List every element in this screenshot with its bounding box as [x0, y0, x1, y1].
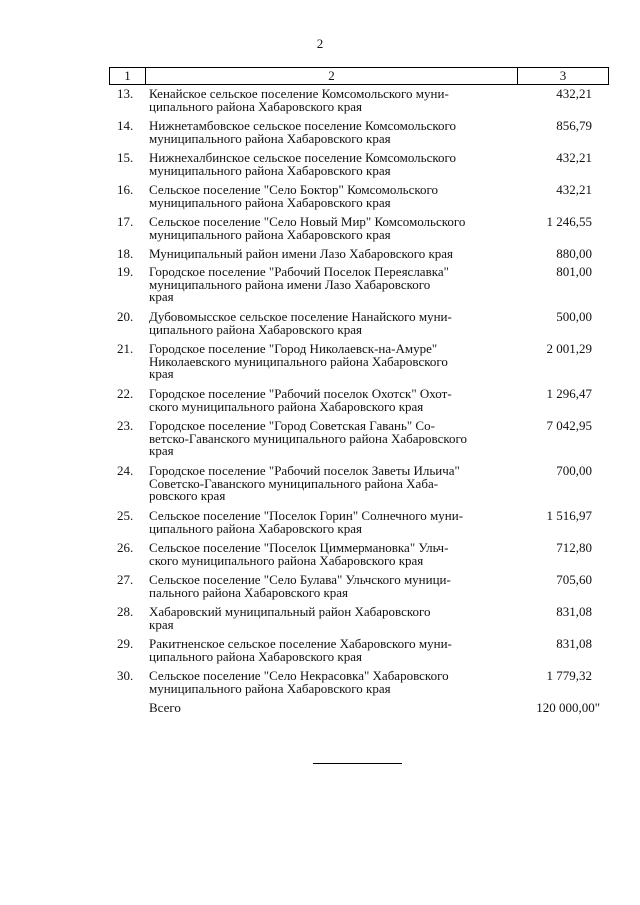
row-name: Муниципальный район имени Лазо Хабаровского края	[149, 246, 454, 261]
table-row	[109, 670, 609, 702]
table-row	[109, 266, 609, 311]
row-number: 17.	[117, 214, 134, 229]
row-value: 831,08	[556, 636, 592, 651]
row-value: 700,00	[556, 463, 592, 478]
row-value: 1 246,55	[546, 214, 592, 229]
row-name: Городское поселение "Рабочий поселок Охотск" Охот- ского муниципального района Хабаровского края	[149, 386, 452, 414]
row-number: 22.	[117, 386, 134, 401]
table-row	[109, 606, 609, 638]
row-value: 1 779,32	[546, 668, 592, 683]
table-header	[109, 67, 609, 85]
table-row	[109, 465, 609, 510]
row-number: 21.	[117, 341, 134, 356]
row-name: Городское поселение "Город Николаевск-на-Амуре" Николаевского муниципального района Хабаровского края	[149, 341, 448, 381]
row-value: 856,79	[556, 118, 592, 133]
row-name: Дубовомысское сельское поселение Нанайского муни- ципального района Хабаровского края	[149, 309, 452, 337]
table-row	[109, 152, 609, 184]
row-value: 831,08	[556, 604, 592, 619]
table-row	[109, 638, 609, 670]
total-label: Всего	[149, 700, 181, 715]
table-body	[109, 88, 609, 720]
row-value: 880,00	[556, 246, 592, 261]
total-value: 120 000,00"	[536, 700, 600, 715]
page-number: 2	[316, 36, 324, 51]
row-name: Кенайское сельское поселение Комсомольского муни- ципального района Хабаровского края	[149, 86, 449, 114]
row-name: Хабаровский муниципальный район Хабаровского края	[149, 604, 431, 632]
row-value: 1 296,47	[546, 386, 592, 401]
table-row	[109, 88, 609, 120]
row-name: Сельское поселение "Село Булава" Ульчского муници- пального района Хабаровского края	[149, 572, 451, 600]
table-row	[109, 510, 609, 542]
row-value: 2 001,29	[546, 341, 592, 356]
row-number: 18.	[117, 246, 134, 261]
table-row	[109, 574, 609, 606]
row-value: 1 516,97	[546, 508, 592, 523]
row-number: 26.	[117, 540, 134, 555]
row-name: Городское поселение "Город Советская Гавань" Со- ветско-Гаванского муниципального района Хабаровского края	[149, 418, 468, 458]
row-name: Сельское поселение "Село Боктор" Комсомольского муниципального района Хабаровского края	[149, 182, 439, 210]
row-number: 30.	[117, 668, 134, 683]
row-number: 16.	[117, 182, 134, 197]
row-name: Сельское поселение "Село Некрасовка" Хабаровского муниципального района Хабаровского края	[149, 668, 449, 696]
row-name: Городское поселение "Рабочий Поселок Переяславка" муниципального района имени Лазо Хабаровского края	[149, 264, 449, 304]
table-row	[109, 388, 609, 420]
row-number: 20.	[117, 309, 134, 324]
table-row	[109, 343, 609, 388]
row-number: 28.	[117, 604, 134, 619]
row-value: 705,60	[556, 572, 592, 587]
row-name: Нижнехалбинское сельское поселение Комсомольского муниципального района Хабаровского края	[149, 150, 457, 178]
row-name: Сельское поселение "Поселок Горин" Солнечного муни- ципального района Хабаровского края	[149, 508, 464, 536]
row-name: Сельское поселение "Поселок Циммермановка" Ульч- ского муниципального района Хабаровского края	[149, 540, 449, 568]
table-row	[109, 420, 609, 465]
row-number: 29.	[117, 636, 134, 651]
row-number: 15.	[117, 150, 134, 165]
row-name: Сельское поселение "Село Новый Мир" Комсомольского муниципального района Хабаровского края	[149, 214, 466, 242]
row-value: 500,00	[556, 309, 592, 324]
header-col-1: 1	[110, 68, 146, 84]
row-value: 432,21	[556, 150, 592, 165]
header-col-2: 2	[146, 68, 518, 84]
row-value: 432,21	[556, 182, 592, 197]
total-row	[109, 702, 609, 720]
row-number: 27.	[117, 572, 134, 587]
row-value: 432,21	[556, 86, 592, 101]
table-row	[109, 216, 609, 248]
table-row	[109, 311, 609, 343]
row-name: Ракитненское сельское поселение Хабаровского муни- ципального района Хабаровского края	[149, 636, 452, 664]
table-row	[109, 184, 609, 216]
row-name: Нижнетамбовское сельское поселение Комсомольского муниципального района Хабаровского края	[149, 118, 456, 146]
row-value: 712,80	[556, 540, 592, 555]
row-value: 7 042,95	[546, 418, 592, 433]
row-number: 25.	[117, 508, 134, 523]
row-number: 19.	[117, 264, 134, 279]
table-row	[109, 120, 609, 152]
table-row	[109, 542, 609, 574]
closing-divider	[313, 763, 402, 764]
row-name: Городское поселение "Рабочий поселок Заветы Ильича" Советско-Гаванского муниципального района Хаба- ровского края	[149, 463, 460, 503]
row-number: 24.	[117, 463, 134, 478]
row-value: 801,00	[556, 264, 592, 279]
row-number: 23.	[117, 418, 134, 433]
row-number: 14.	[117, 118, 134, 133]
header-col-3: 3	[559, 68, 567, 83]
row-number: 13.	[117, 86, 134, 101]
